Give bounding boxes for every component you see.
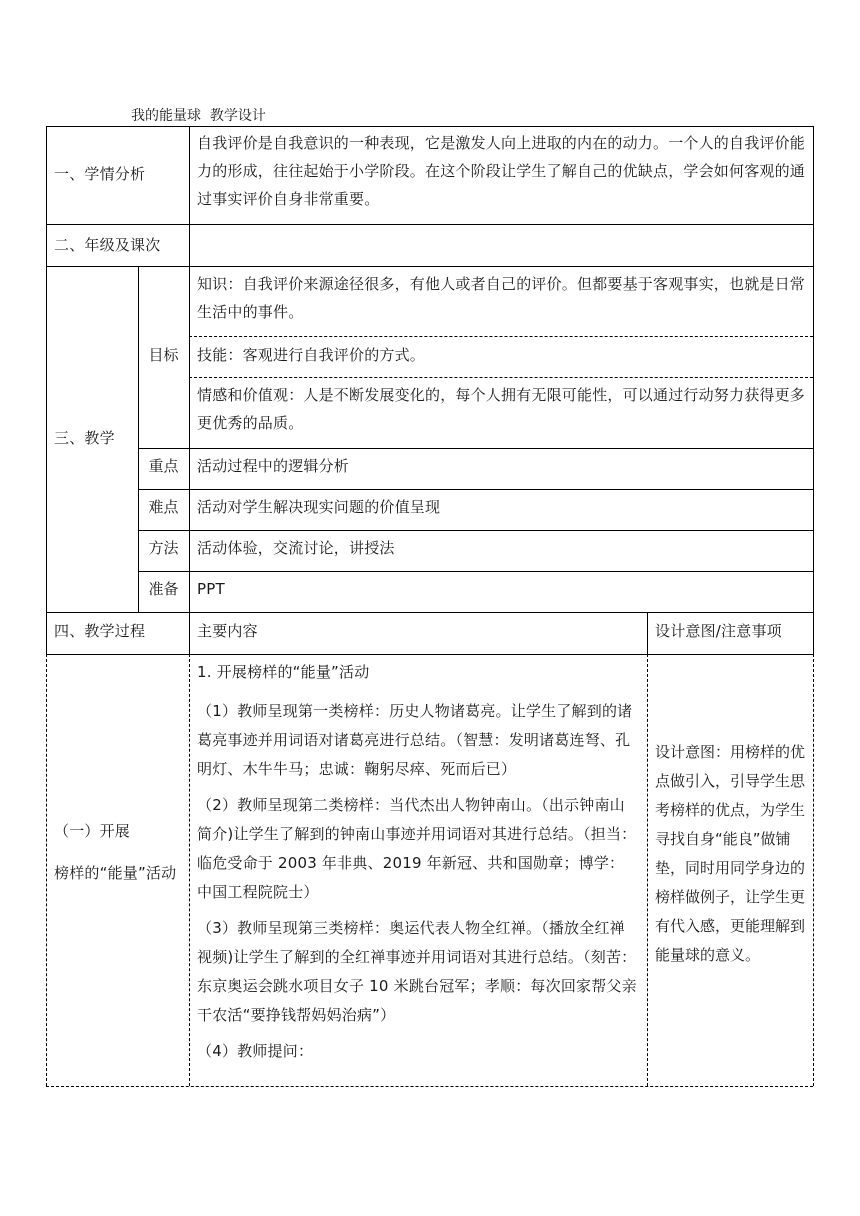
difficulty-label: 难点 xyxy=(148,498,179,516)
column-header-main: 主要内容 xyxy=(197,622,258,640)
difficulty-content: 活动对学生解决现实问题的价值呈现 xyxy=(197,498,441,516)
goal-knowledge: 知识：自我评价来源途径很多，有他人或者自己的评价。但都要基于客观事实，也就是日常生活中的事件。 xyxy=(197,275,806,321)
key-label: 重点 xyxy=(148,457,179,475)
activity1-label xyxy=(46,818,189,886)
prep-label: 准备 xyxy=(148,580,179,598)
section4-label: 四、教学过程 xyxy=(54,622,146,640)
section1-label: 一、学情分析 xyxy=(54,165,146,183)
document-title: 我的能量球 教学设计 xyxy=(131,108,266,124)
activity1-paragraph-1: （1）教师呈现第一类榜样：历史人物诸葛亮。让学生了解到的诸葛亮事迹并用词语对诸葛亮进行总结。（智慧：发明诸葛连弩、孔明灯、木牛牛马；忠诚：鞠躬尽瘁、死而后已） xyxy=(197,702,633,778)
column-header-intent: 设计意图/注意事项 xyxy=(655,622,782,640)
goal-emotion: 情感和价值观：人是不断发展变化的，每个人拥有无限可能性，可以通过行动努力获得更多更优秀的品质。 xyxy=(197,386,806,432)
section3-label: 三、教学 xyxy=(54,429,115,447)
activity1-paragraph-2: （2）教师呈现第二类榜样：当代杰出人物钟南山。（出示钟南山简介)让学生了解到的钟南山事迹并用词语对其进行总结。（担当：临危受命于 2003 年非典、2019 年新冠、共和国勋章；博学：中国工程院院士） xyxy=(197,796,637,901)
section2-label: 二、年级及课次 xyxy=(54,236,161,254)
method-label: 方法 xyxy=(148,539,179,557)
key-content: 活动过程中的逻辑分析 xyxy=(197,457,350,475)
activity1-design-intent: 设计意图：用榜样的优点做引入，引导学生思考榜样的优点，为学生寻找自身“能良”做铺垫，同时用同学身边的榜样做例子，让学生更有代入感，更能理解到能量球的意义。 xyxy=(655,743,806,964)
prep-content: PPT xyxy=(197,580,225,598)
activity1-paragraph-4: （4）教师提问： xyxy=(197,1042,314,1060)
activity1-heading: 1. 开展榜样的“能量”活动 xyxy=(197,663,370,681)
section1-content: 自我评价是自我意识的一种表现，它是激发人向上进取的内在的动力。一个人的自我评价能力的形成，往往起始于小学阶段。在这个阶段让学生了解自己的优缺点，学会如何客观的通过事实评价自身非常重要。 xyxy=(197,134,806,208)
activity1-paragraph-3: （3）教师呈现第三类榜样：奥运代表人物全红禅。（播放全红禅视频)让学生了解到的全红禅事迹并用词语对其进行总结。（刻苦：东京奥运会跳水项目女子 10 米跳台冠军；孝顺：每次回家帮父亲干农活“要挣钱帮妈妈治病”） xyxy=(197,919,637,1024)
goal-skill: 技能：客观进行自我评价的方式。 xyxy=(197,346,426,364)
activity1-label-line2: 榜样的“能量”活动 xyxy=(54,864,177,882)
activity1-main-content xyxy=(189,658,647,1066)
method-content: 活动体验，交流讨论，讲授法 xyxy=(197,539,395,557)
goals-label: 目标 xyxy=(148,346,179,364)
activity1-label-line1: （一）开展 xyxy=(54,822,131,840)
